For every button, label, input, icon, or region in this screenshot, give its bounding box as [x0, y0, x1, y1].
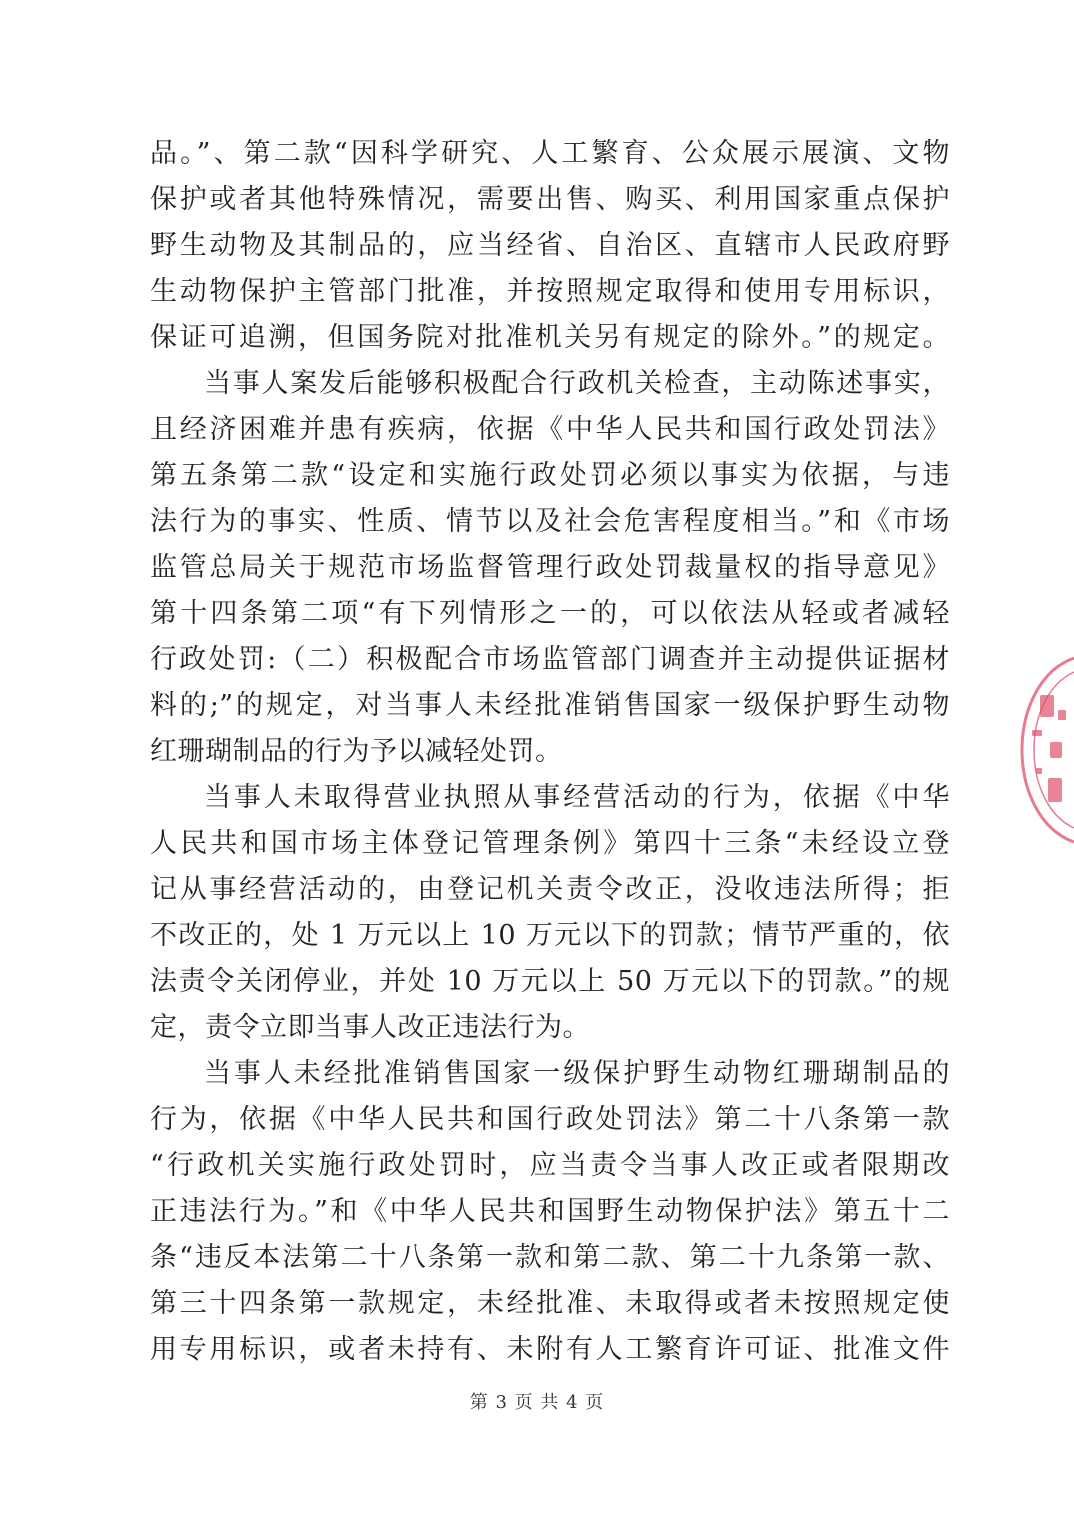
text-line: 且经济困难并患有疾病，依据《中华人民共和国行政处罚法》	[150, 414, 950, 445]
text-line: 当事人未取得营业执照从事经营活动的行为，依据《中华	[204, 782, 950, 813]
paragraph-4	[150, 1051, 950, 1373]
text-line: 用专用标识，或者未持有、未附有人工繁育许可证、批准文件	[150, 1334, 950, 1365]
text-line: 红珊瑚制品的行为予以减轻处罚。	[150, 736, 563, 767]
page-number-footer: 第 3 页 共 4 页	[469, 1392, 605, 1413]
text-line: 监管总局关于规范市场监督管理行政处罚裁量权的指导意见》	[150, 552, 950, 583]
text-line: 法行为的事实、性质、情节以及社会危害程度相当。”和《市场	[150, 506, 950, 537]
text-line: 人民共和国市场主体登记管理条例》第四十三条“未经设立登	[150, 828, 950, 859]
text-line: 保护或者其他特殊情况，需要出售、购买、利用国家重点保护	[150, 184, 950, 215]
text-line: 保证可追溯，但国务院对批准机关另有规定的除外。”的规定。	[150, 322, 950, 353]
text-line: 法责令关闭停业，并处 10 万元以上 50 万元以下的罚款。”的规	[150, 966, 950, 997]
text-line: 正违法行为。”和《中华人民共和国野生动物保护法》第五十二	[150, 1196, 950, 1227]
paragraph-3	[150, 775, 950, 1051]
text-line: 品。”、第二款“因科学研究、人工繁育、公众展示展演、文物	[150, 138, 950, 169]
paragraph-2	[150, 361, 950, 775]
text-line: 第五条第二款“设定和实施行政处罚必须以事实为依据，与违	[150, 460, 950, 491]
text-line: “行政机关实施行政处罚时，应当责令当事人改正或者限期改	[150, 1150, 950, 1181]
text-line: 行政处罚:（二）积极配合市场监管部门调查并主动提供证据材	[150, 644, 950, 675]
text-line: 生动物保护主管部门批准，并按照规定取得和使用专用标识，	[150, 276, 950, 307]
text-line: 第十四条第二项“有下列情形之一的，可以依法从轻或者减轻	[150, 598, 950, 629]
text-line: 定，责令立即当事人改正违法行为。	[150, 1012, 590, 1043]
text-line: 记从事经营活动的，由登记机关责令改正，没收违法所得；拒	[150, 874, 950, 905]
official-seal-stamp-icon	[1010, 650, 1074, 850]
text-line: 不改正的，处 1 万元以上 10 万元以下的罚款；情节严重的，依	[150, 920, 950, 951]
text-line: 当事人案发后能够积极配合行政机关检查，主动陈述事实，	[204, 368, 950, 399]
text-line: 条“违反本法第二十八条第一款和第二款、第二十九条第一款、	[150, 1242, 950, 1273]
text-line: 行为，依据《中华人民共和国行政处罚法》第二十八条第一款	[150, 1104, 950, 1135]
paragraph-1	[150, 131, 950, 361]
text-line: 第三十四条第一款规定，未经批准、未取得或者未按照规定使	[150, 1288, 950, 1319]
text-line: 当事人未经批准销售国家一级保护野生动物红珊瑚制品的	[204, 1058, 950, 1089]
document-body	[150, 131, 950, 1373]
text-line: 料的;”的规定，对当事人未经批准销售国家一级保护野生动物	[150, 690, 950, 721]
text-line: 野生动物及其制品的，应当经省、自治区、直辖市人民政府野	[150, 230, 950, 261]
